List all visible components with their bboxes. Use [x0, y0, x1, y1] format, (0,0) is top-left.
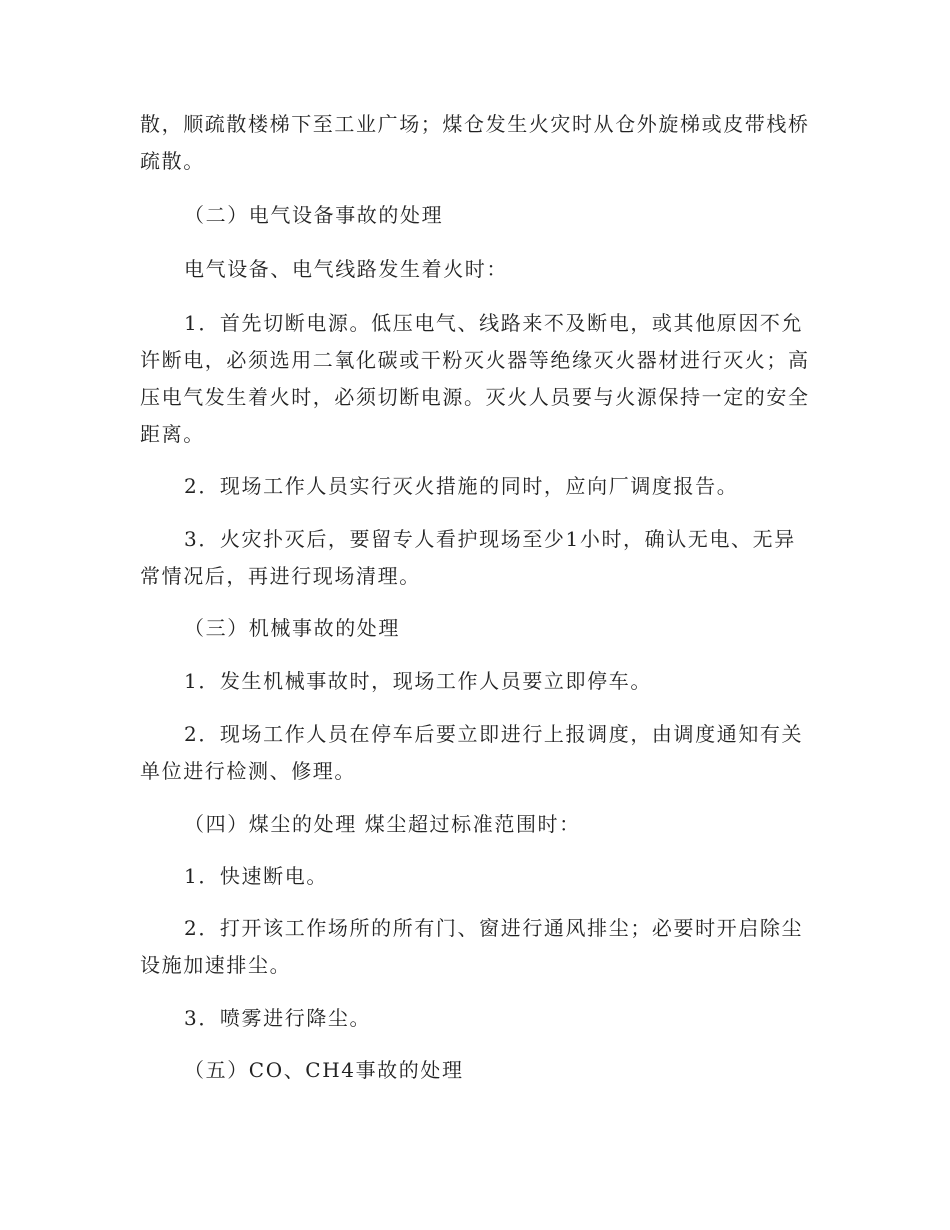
- heading-co-ch4-accident: （五）CO、CH4事故的处理: [184, 1058, 464, 1082]
- paragraph-dust-step-3: 3．喷雾进行降尘。: [184, 1006, 372, 1030]
- paragraph-dust-step-1: 1．快速断电。: [184, 864, 328, 888]
- heading-electrical-accident: （二）电气设备事故的处理: [184, 203, 444, 227]
- heading-coal-dust: （四）煤尘的处理 煤尘超过标准范围时：: [184, 812, 581, 836]
- paragraph-electrical-fire-intro: 电气设备、电气线路发生着火时：: [184, 257, 508, 281]
- paragraph-mechanical-step-2: 2．现场工作人员在停车后要立即进行上报调度，由调度通知有关单位进行检测、修理。: [140, 722, 804, 783]
- paragraph-electrical-step-3: 3．火灾扑灭后，要留专人看护现场至少1小时，确认无电、无异常情况后，再进行现场清理。: [140, 527, 796, 588]
- paragraph-electrical-step-2: 2．现场工作人员实行灭火措施的同时，应向厂调度报告。: [184, 474, 739, 498]
- paragraph-mechanical-step-1: 1．发生机械事故时，现场工作人员要立即停车。: [184, 669, 652, 693]
- paragraph-electrical-step-1: 1．首先切断电源。低压电气、线路来不及断电，或其他原因不允许断电，必须选用二氧化碳或干粉灭火器等绝缘灭火器材进行灭火；高压电气发生着火时，必须切断电源。灭火人员要与火源保持一定的安全距离。: [140, 311, 810, 446]
- paragraph-dust-step-2: 2．打开该工作场所的所有门、窗进行通风排尘；必要时开启除尘设施加速排尘。: [140, 916, 804, 977]
- paragraph-evacuation-continued: 散，顺疏散楼梯下至工业广场；煤仓发生火灾时从仓外旋梯或皮带栈桥疏散。: [140, 112, 810, 173]
- heading-mechanical-accident: （三）机械事故的处理: [184, 616, 400, 640]
